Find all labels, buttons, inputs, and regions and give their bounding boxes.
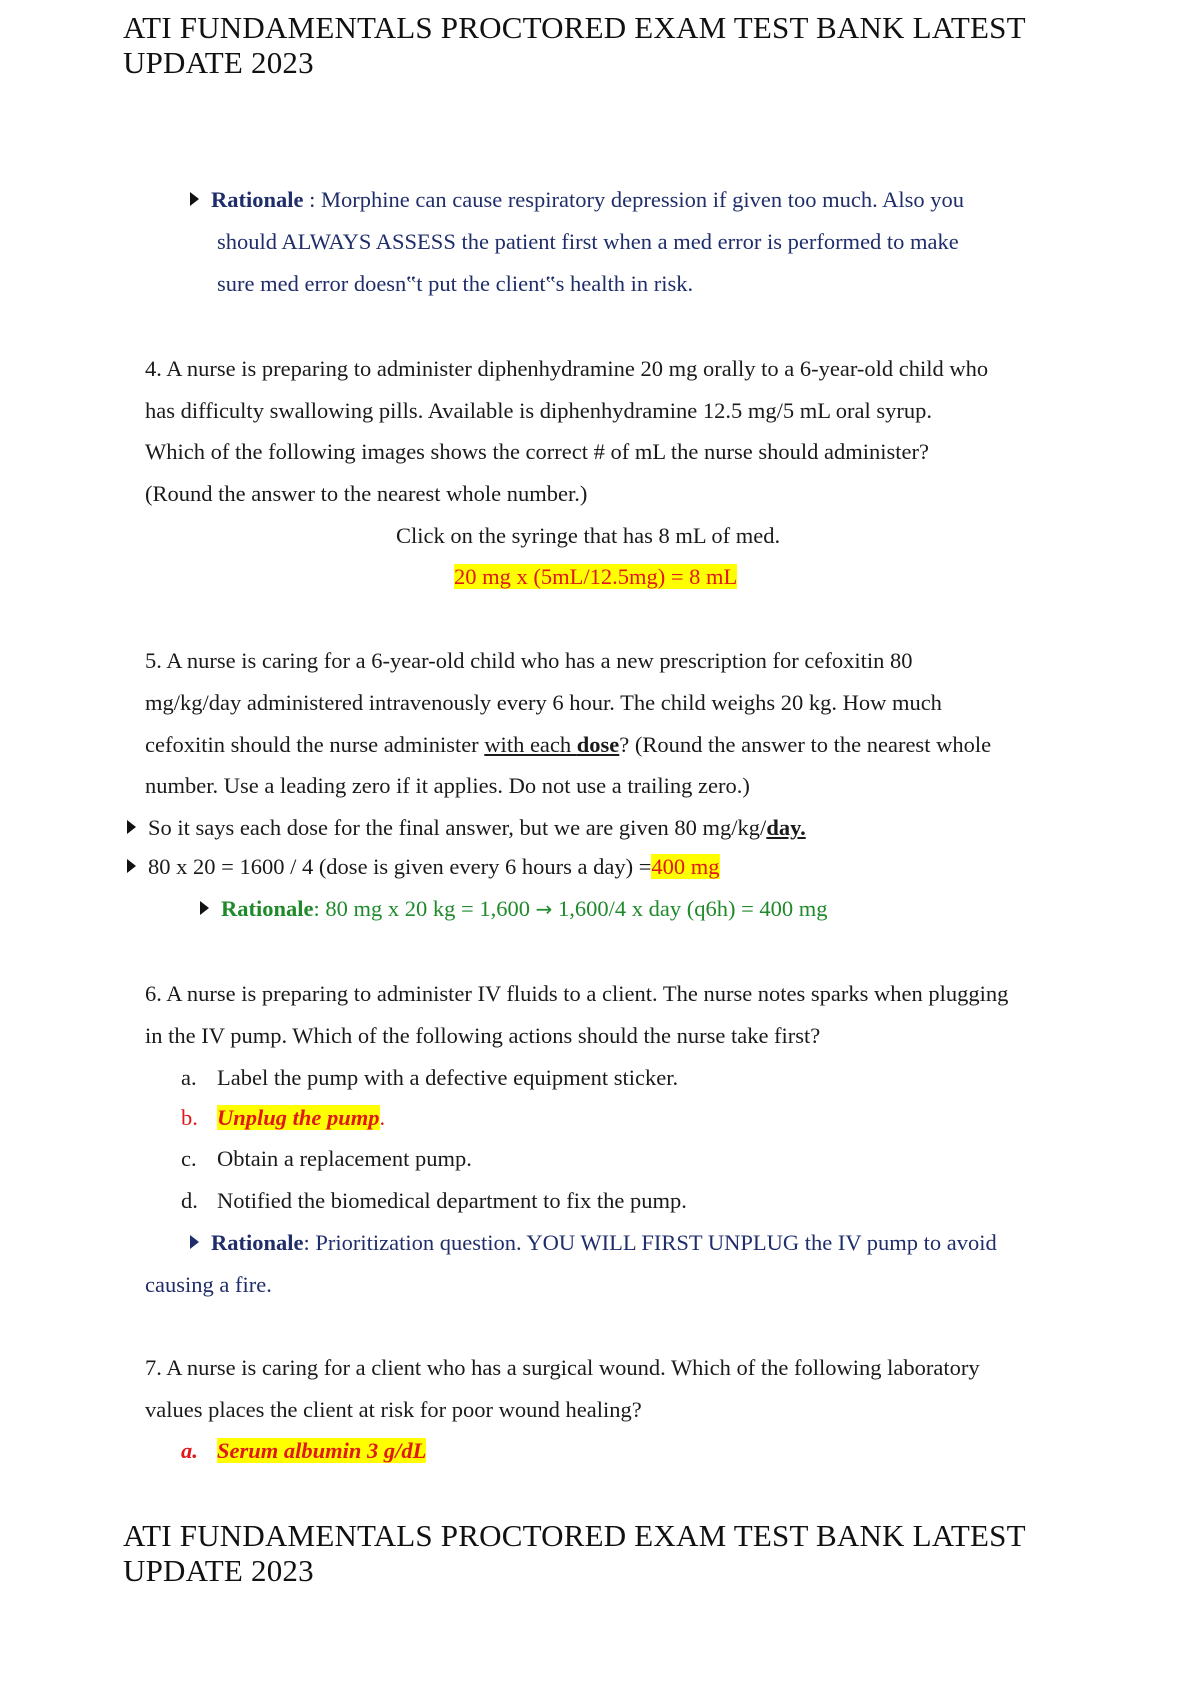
right-arrow-icon: →: [535, 897, 553, 921]
bullet-arrow-icon: [200, 901, 209, 915]
rationale-result: 1,600/4 x day (q6h) = 400 mg: [552, 896, 828, 921]
rationale-label: Rationale: [221, 896, 314, 921]
question-4-line-1: 4. A nurse is preparing to administer diphenhydramine 20 mg orally to a 6-year-old child who: [145, 356, 989, 381]
question-7-line-2: values places the client at risk for poor wound healing?: [145, 1397, 642, 1422]
question-6-rationale-line-2: causing a fire.: [145, 1272, 272, 1297]
question-6-option-d: [181, 1187, 687, 1215]
rationale-text: Morphine can cause respiratory depression if given too much. Also you: [321, 187, 964, 212]
page-header-line-1: ATI FUNDAMENTALS PROCTORED EXAM TEST BANK LATEST: [123, 10, 1026, 45]
q5-underlined-text: with each: [484, 732, 577, 757]
rationale-1-line-2: should ALWAYS ASSESS the patient first when a med error is performed to make: [217, 229, 959, 254]
question-4-line-2: has difficulty swallowing pills. Available is diphenhydramine 12.5 mg/5 mL oral syrup.: [145, 398, 932, 423]
rationale-separator: :: [303, 187, 322, 212]
question-5-line-2: mg/kg/day administered intravenously every 6 hour. The child weighs 20 kg. How much: [145, 690, 942, 715]
option-text: Notified the biomedical department to fix the pump.: [217, 1188, 687, 1213]
correct-option-text: Unplug the pump: [217, 1105, 380, 1130]
question-7-option-a: [181, 1437, 426, 1465]
question-6-option-c: [181, 1145, 472, 1173]
bullet-2-text: 80 x 20 = 1600 / 4 (dose is given every 6 hours a day) =: [148, 854, 652, 879]
option-letter: d.: [181, 1188, 198, 1213]
rationale-text: : Prioritization question. YOU WILL FIRST UNPLUG the IV pump to avoid: [303, 1230, 997, 1255]
bullet-1-text: So it says each dose for the final answer, but we are given 80 mg/kg/: [148, 815, 767, 840]
question-5-rationale: [200, 895, 828, 923]
bullet-arrow-icon: [190, 192, 199, 206]
bullet-arrow-icon: [190, 1235, 199, 1249]
rationale-text: : 80 mg x 20 kg = 1,600: [313, 896, 536, 921]
option-letter: a.: [181, 1438, 198, 1463]
rationale-label: Rationale: [211, 187, 304, 212]
bullet-arrow-icon: [127, 820, 136, 834]
question-5-line-1: 5. A nurse is caring for a 6-year-old child who has a new prescription for cefoxitin 80: [145, 648, 913, 673]
option-period: .: [379, 1105, 386, 1130]
q5-line3-end: ? (Round the answer to the nearest whole: [619, 732, 992, 757]
option-letter: c.: [181, 1146, 197, 1171]
option-text: Label the pump with a defective equipment sticker.: [217, 1065, 679, 1090]
rationale-label: Rationale: [211, 1230, 304, 1255]
answer-highlight: 400 mg: [651, 854, 720, 879]
question-6-line-2: in the IV pump. Which of the following actions should the nurse take first?: [145, 1023, 821, 1048]
q5-dose-emphasis: dose: [576, 732, 620, 757]
rationale-1-line-3: sure med error doesn‟t put the client‟s health in risk.: [217, 271, 694, 296]
question-5-line-3: [145, 731, 991, 759]
question-6-line-1: 6. A nurse is preparing to administer IV fluids to a client. The nurse notes sparks when plugging: [145, 981, 1009, 1006]
page-header-line-2: UPDATE 2023: [123, 45, 314, 80]
question-5-bullet-1: [127, 814, 806, 842]
question-6-option-a: [181, 1064, 678, 1092]
page-footer-line-1: ATI FUNDAMENTALS PROCTORED EXAM TEST BANK LATEST: [123, 1518, 1026, 1553]
question-4-line-3: Which of the following images shows the correct # of mL the nurse should administer?: [145, 439, 929, 464]
answer-highlight: 20 mg x (5mL/12.5mg) = 8 mL: [454, 564, 738, 589]
page-footer-line-2: UPDATE 2023: [123, 1553, 314, 1588]
question-4-instruction: Click on the syringe that has 8 mL of med.: [396, 523, 781, 548]
option-letter: a.: [181, 1065, 197, 1090]
correct-option-text: Serum albumin 3 g/dL: [217, 1438, 427, 1463]
question-6-rationale-line-1: [190, 1229, 997, 1257]
option-letter: b.: [181, 1105, 198, 1130]
question-7-line-1: 7. A nurse is caring for a client who has a surgical wound. Which of the following laboratory: [145, 1355, 980, 1380]
question-5-bullet-2: [127, 853, 720, 881]
bullet-arrow-icon: [127, 859, 136, 873]
question-6-option-b: [181, 1104, 385, 1132]
day-emphasis: day.: [766, 815, 806, 840]
question-4-answer: [454, 563, 737, 591]
rationale-1-line-1: [190, 186, 964, 214]
q5-line3-text: cefoxitin should the nurse administer: [145, 732, 485, 757]
question-4-line-4: (Round the answer to the nearest whole number.): [145, 481, 588, 506]
question-5-line-4: number. Use a leading zero if it applies. Do not use a trailing zero.): [145, 773, 750, 798]
option-text: Obtain a replacement pump.: [217, 1146, 472, 1171]
